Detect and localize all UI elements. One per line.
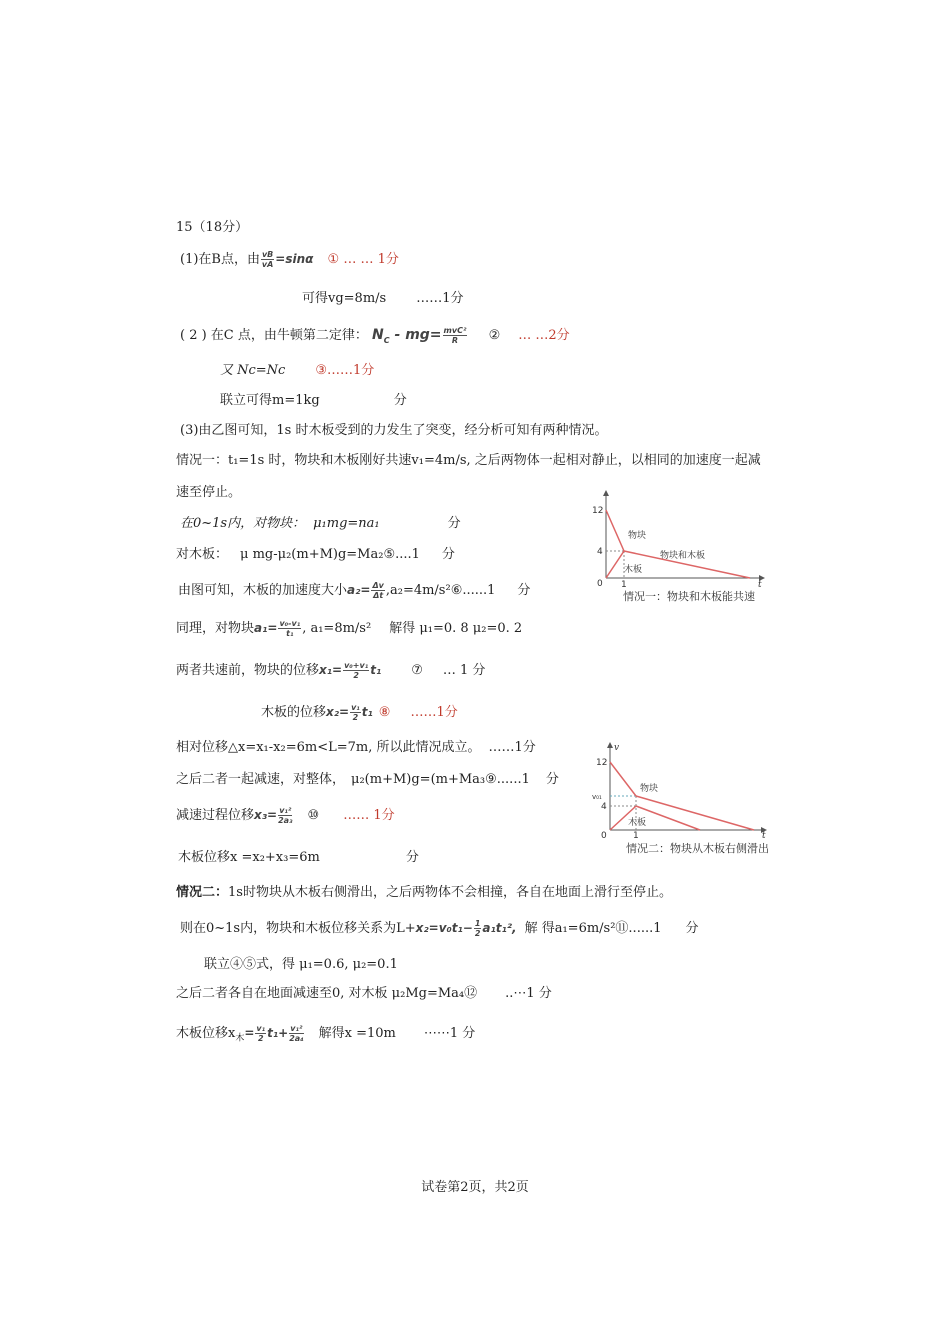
case1-block-accel-fraction: $\frac{\text{v₀-v₁}}{\text{t₁}}$ [279, 619, 301, 638]
graph1-x-label: t [758, 580, 762, 588]
part1-line [180, 250, 399, 269]
graph1-board-line [606, 551, 624, 578]
graph2-label-board: 木板 [628, 818, 647, 828]
case1-board-accel-formula: a₂= [347, 583, 371, 597]
part2-score: … …2分 [518, 328, 570, 343]
case1-block-eq [180, 515, 461, 533]
part2-eq2-mark: ③……1分 [315, 363, 375, 378]
case1-block-disp-prefix: 两者共速前，物块的位移 [176, 663, 320, 678]
part1-formula-tail: =sinα [275, 252, 314, 266]
case2-board-disp-frac2: $\frac{\text{v₁²}}{\text{2a₄}}$ [289, 1024, 304, 1043]
case2-combine: 联立④⑤式，得 μ₁=0.6, μ₂=0.1 [204, 957, 398, 972]
case1-block-eq-score: 分 [447, 516, 461, 531]
case1-decel-disp-circ: ⑩ [307, 808, 320, 823]
case1-together-text: 之后二者一起减速，对整体， [176, 772, 346, 787]
case1-block-disp-tail: t₁ [370, 663, 382, 677]
case1-decel-disp-prefix: 减速过程位移 [176, 808, 255, 823]
case1-board-disp [261, 703, 458, 722]
graph1-ytick-12: 12 [592, 506, 604, 516]
graph1-block-line [606, 510, 624, 551]
graph2-ytick-v01: v₀₁ [592, 793, 602, 801]
case2-board-disp-solve: 解得x =10m [318, 1026, 396, 1041]
case2-disp-relation-tail: a₁t₁², [482, 921, 517, 935]
graph1-ytick-4: 4 [597, 547, 603, 557]
case1-board-total-score: 分 [405, 850, 419, 865]
case1-board-accel-fraction: $\frac{\Delta v}{\Delta t}$ [372, 581, 384, 600]
case1-board-eq-score: 分 [441, 547, 455, 562]
case2-disp-relation-fraction: $\frac{1}{2}$ [474, 919, 481, 938]
case1-board-disp-prefix: 木板的位移 [261, 705, 327, 720]
part1-fraction [261, 250, 274, 269]
case1-board-accel-prefix: 由图可知，木板的加速度大小 [178, 583, 348, 598]
case1-together [176, 771, 559, 789]
case2-board-disp-eq: = [244, 1026, 255, 1040]
graph2-ytick-12: 12 [596, 758, 608, 768]
case1-block-accel-tail: , a₁=8m/s² [302, 621, 372, 636]
graph2-ytick-0: 0 [601, 831, 607, 838]
part1-result-text: 可得vg=8m/s [302, 291, 387, 306]
case2-line1-text: 1s时物块从木板右侧滑出，之后两物体不会相撞，各自在地面上滑行至停止。 [228, 885, 672, 900]
part2-fraction: $\frac{\text{mvC²}}{R}$ [443, 326, 467, 345]
case2-board-decel-score: ..⋯1 分 [505, 986, 552, 1001]
case2-board-disp-mid: t₁+ [267, 1026, 289, 1040]
case2-board-disp-frac1: $\frac{\text{v₁}}{2}$ [256, 1024, 266, 1043]
graph2-block-line1 [610, 762, 636, 796]
case1-decel-disp-score: …… 1分 [343, 808, 395, 823]
part3-intro: (3)由乙图可知，1s 时木板受到的力发生了突变，经分析可知有两种情况。 [180, 423, 608, 438]
part1-result [302, 290, 464, 308]
case2-board-disp [176, 1024, 475, 1048]
case1-solution: 解得 μ₁=0. 8 μ₂=0. 2 [389, 621, 523, 636]
case2-heading: 情况二： [176, 885, 229, 900]
part2-eq2-text: 又 Nc=Nc [220, 363, 286, 378]
case2-disp-relation-solve: 解 得a₁=6m/s²⑪......1 [524, 921, 662, 936]
part2-prefix: ( 2 ) 在C 点，由牛顿第二定律： [180, 328, 368, 343]
graph2-caption: 情况二：物块从木板右侧滑出 [626, 842, 769, 855]
case1-block-disp-fraction: $\frac{\text{v₀+v₁}}{2}$ [344, 661, 369, 680]
case1-board-disp-formula: x₂= [326, 705, 350, 719]
question-number: 15（18分） [176, 220, 249, 235]
graph1-label-block: 物块 [628, 531, 647, 541]
case1-decel-disp-formula: x₃= [254, 808, 278, 822]
case1-decel-disp-fraction: $\frac{\text{v₁²}}{\text{2a₃}}$ [278, 806, 293, 825]
graph1-xtick-1: 1 [621, 580, 627, 588]
graph-case2 [590, 738, 770, 838]
part2-circ: ② [488, 328, 501, 343]
case1-board-eq [176, 546, 455, 564]
case1-board-total [178, 849, 419, 867]
part1-mark: ① … … 1分 [327, 252, 399, 267]
case1-block-eq-text: 在0~1s内，对物块： [180, 516, 306, 531]
page-footer: 试卷第2页，共2页 [421, 1180, 529, 1195]
case1-block-disp-circ: ⑦ [411, 663, 423, 678]
case1-board-total-text: 木板位移x =x₂+x₃=6m [178, 850, 320, 865]
graph2-ytick-4: 4 [601, 802, 607, 812]
part2-eq2 [220, 362, 374, 380]
part2-line [180, 326, 570, 350]
case1-board-accel [178, 581, 530, 600]
graph2-y-label: v [614, 743, 620, 753]
part2-result-text: 联立可得m=1kg [220, 393, 320, 408]
case2-board-decel [176, 985, 552, 1003]
case1-decel-disp [176, 806, 395, 825]
case2-board-decel-text: 之后二者各自在地面减速至0, 对木板 μ₂Mg=Ma₄⑫ [176, 986, 478, 1001]
case1-relative-disp [176, 739, 536, 757]
case2-disp-relation-prefix: 则在0~1s内，物块和木板位移关系为L+ [180, 921, 416, 936]
case1-line1: 情况一：t₁=1s 时，物块和木板刚好共速v₁=4m/s, 之后两物体一起相对静止，以相同的加速度一起减 [176, 453, 761, 468]
part2-result [220, 392, 407, 410]
case1-board-disp-score: ……1分 [410, 705, 458, 720]
case1-board-eq-text: 对木板： [176, 547, 229, 562]
part1-frac-den: vA [261, 260, 274, 269]
case1-relative-disp-score: ……1分 [488, 740, 536, 755]
part1-frac-num: vB [261, 250, 274, 259]
graph1-y-arrow [603, 490, 609, 496]
graph2-label-block: 物块 [640, 784, 659, 794]
case1-block-accel [176, 619, 522, 638]
case1-block-disp-score: … 1 分 [442, 663, 486, 678]
graph-case1 [590, 488, 770, 588]
part1-prefix: (1)在B点，由 [180, 252, 260, 267]
case2-disp-relation-score: 分 [685, 921, 699, 936]
graph2-xtick-1: 1 [633, 831, 639, 838]
case1-line2: 速至停止。 [176, 485, 242, 500]
case1-board-disp-circ: ⑧ [378, 705, 391, 720]
graph1-label-both: 物块和木板 [660, 551, 706, 561]
case1-board-eq-formula: μ mg-μ₂(m+M)g=Ma₂⑤....1 [240, 547, 420, 562]
graph1-label-board: 木板 [624, 565, 643, 575]
graph2-y-arrow [607, 742, 613, 748]
part2-formula: $N_C - mg=$ [372, 327, 442, 345]
case1-block-accel-prefix: 同理，对物块 [176, 621, 255, 636]
case2-board-disp-sub: 木 [235, 1033, 245, 1044]
part1-result-score: ……1分 [416, 291, 464, 306]
graph1-caption: 情况一：物块和木板能共速 [623, 590, 755, 603]
case1-block-accel-formula: a₁= [254, 621, 278, 635]
case1-board-disp-fraction: $\frac{\text{v₁}}{2}$ [351, 703, 360, 722]
case2-disp-relation [180, 919, 699, 938]
part2-result-score: 分 [393, 393, 407, 408]
graph1-ytick-0: 0 [597, 579, 603, 588]
graph2-x-label: t [762, 831, 766, 838]
case1-block-eq-formula: μ₁mg=na₁ [313, 516, 380, 531]
case1-together-score: 分 [545, 772, 559, 787]
case2-board-disp-prefix: 木板位移x [176, 1026, 236, 1041]
case1-block-disp-formula: x₁= [319, 663, 343, 677]
case2-disp-relation-formula: x₂=v₀t₁− [415, 921, 473, 935]
case2-line1 [176, 884, 672, 902]
case1-board-accel-score: 分 [517, 583, 531, 598]
case1-relative-disp-text: 相对位移△x=x₁-x₂=6m<L=7m, 所以此情况成立。 [176, 740, 481, 755]
case2-board-disp-score: ⋯⋯1 分 [423, 1026, 476, 1041]
case1-together-formula: μ₂(m+M)g=(m+Ma₃⑨......1 [351, 772, 530, 787]
case1-board-accel-tail: ,a₂=4m/s²⑥......1 [385, 583, 496, 598]
case1-board-disp-tail: t₁ [361, 705, 373, 719]
case1-block-disp [176, 661, 485, 680]
